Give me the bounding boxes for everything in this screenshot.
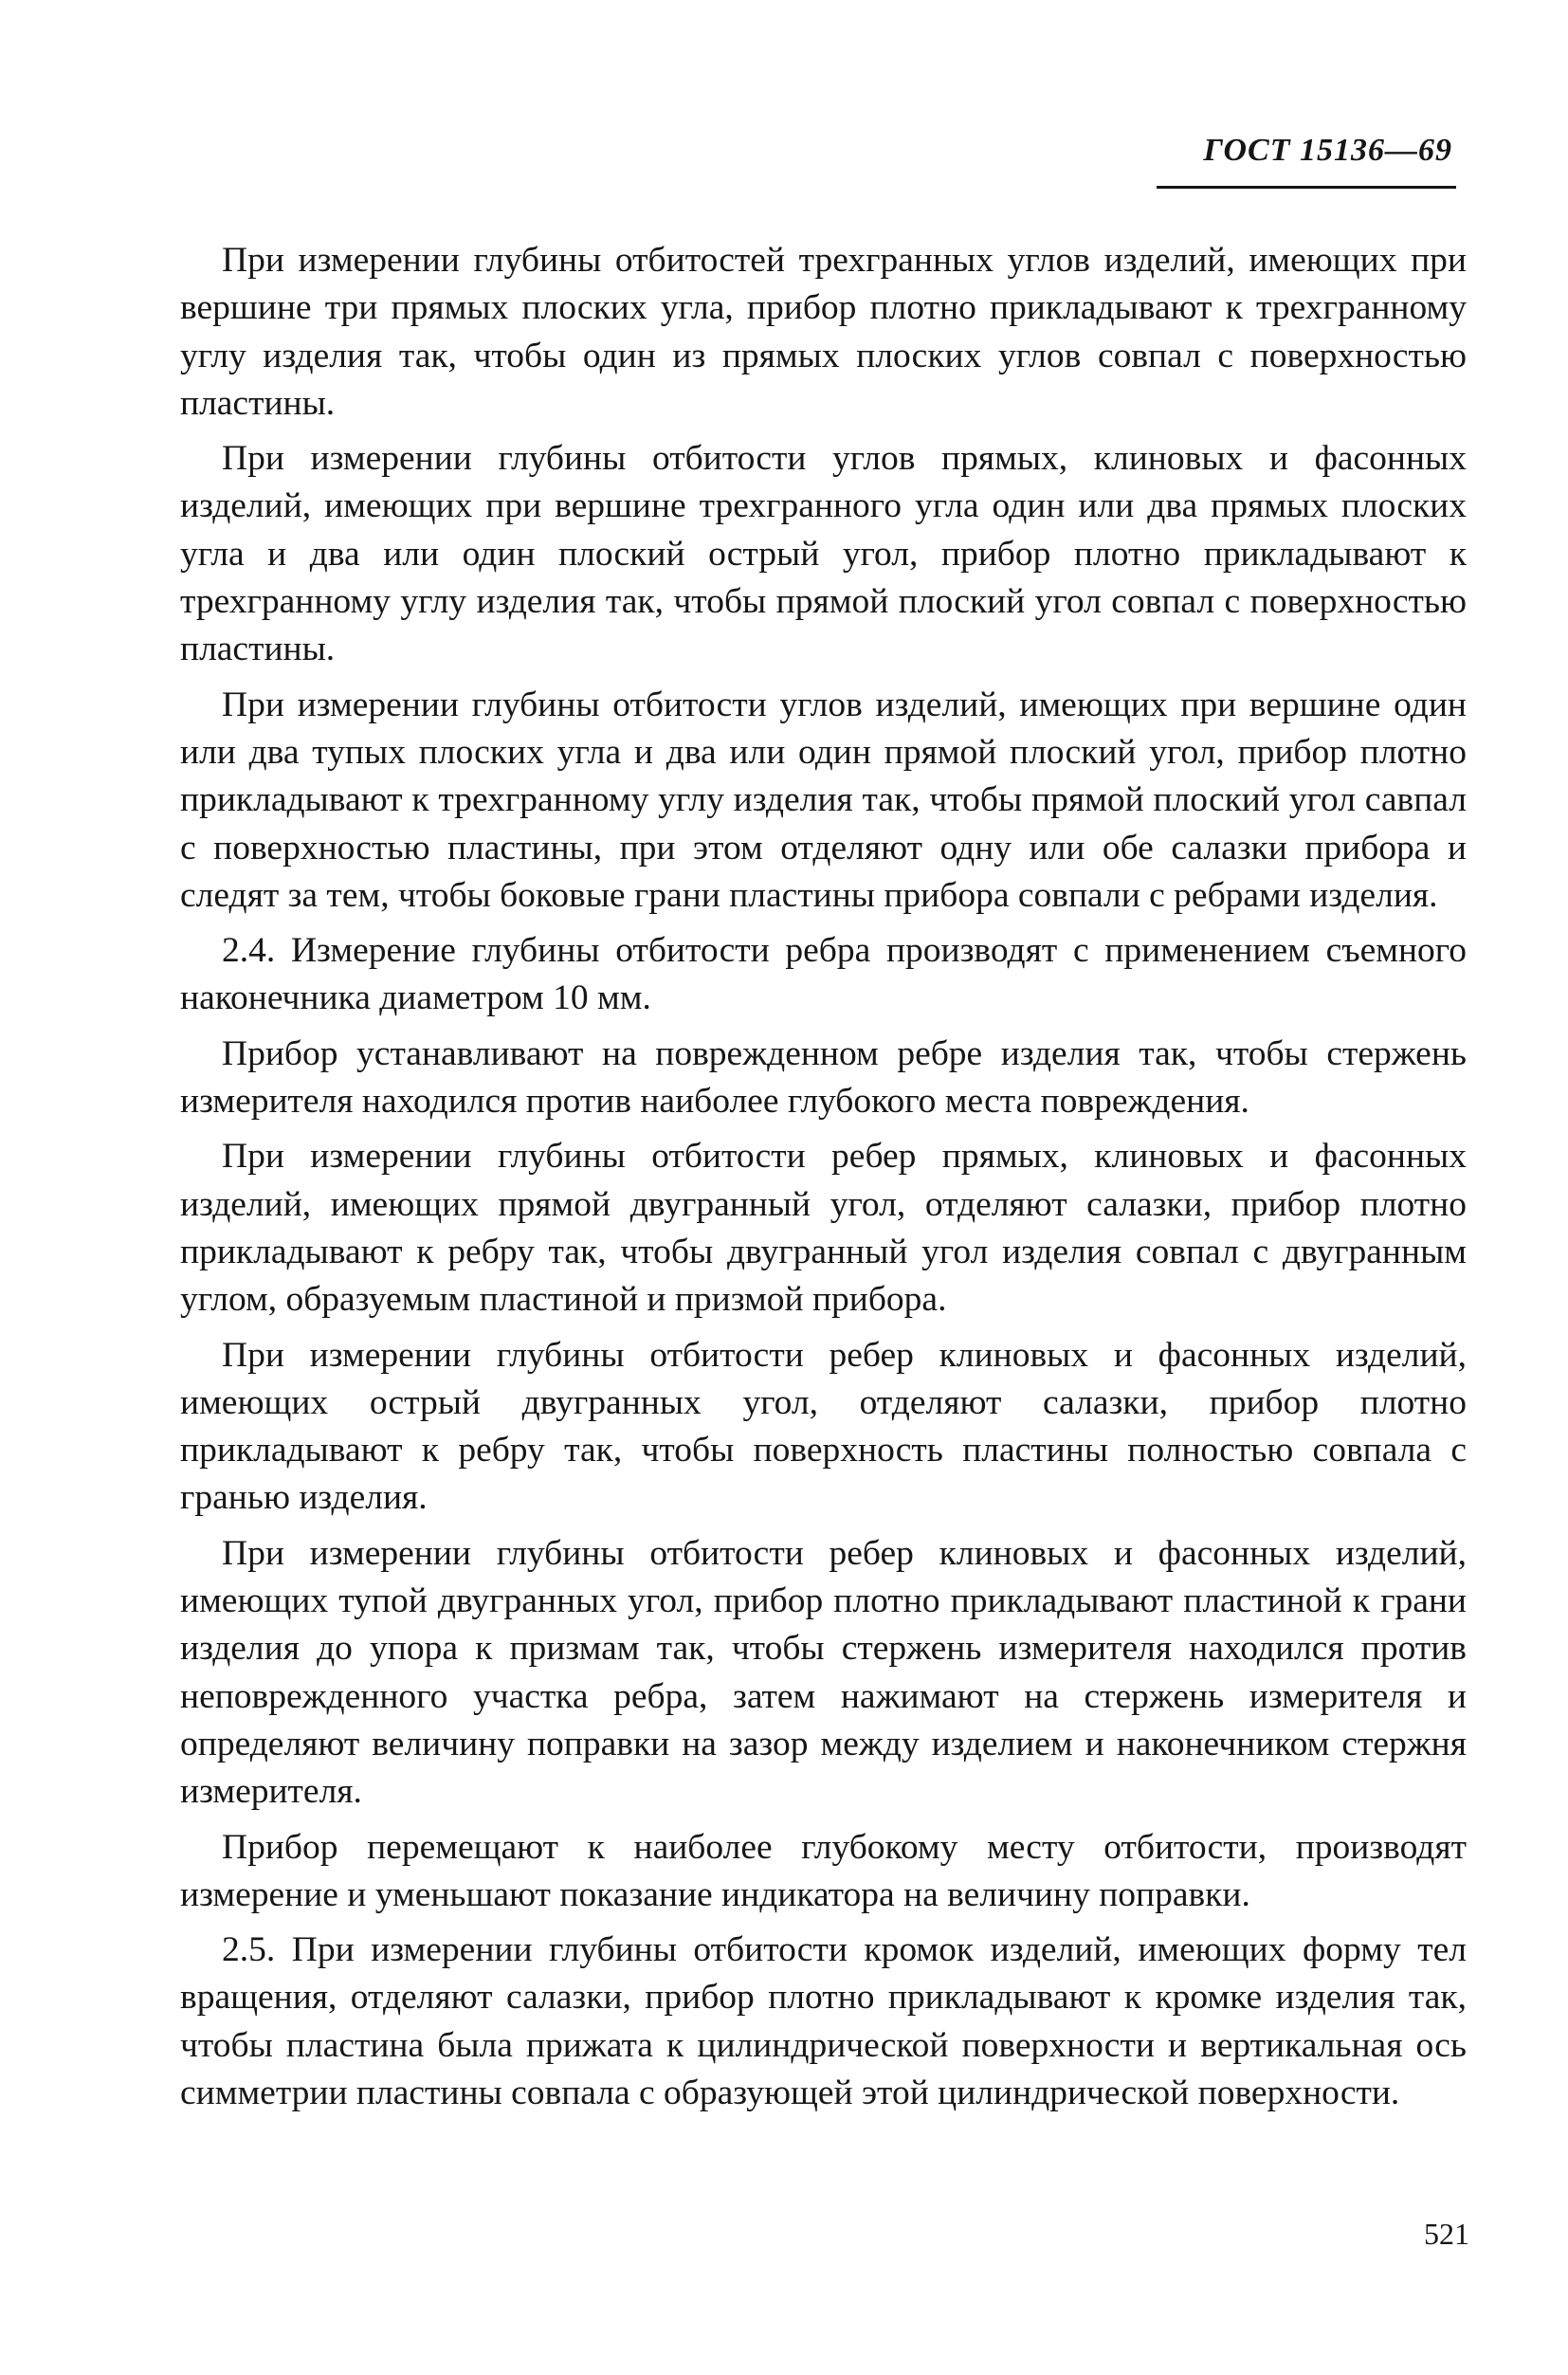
page-header bbox=[1157, 133, 1456, 189]
body-text bbox=[180, 237, 1467, 2125]
paragraph: При измерении глубины отбитости ребер клиновых и фасонных изделий, имеющих тупой двугранных угол, прибор плотно прикладывают пластиной к грани изделия до упора к призмам так, чтобы стержень измерителя находился против неповрежденного участка ребра, затем нажимают на стержень измерителя и определяют величину поправки на зазор между изделием и наконечником стержня измерителя. bbox=[180, 1533, 1467, 1812]
page-number: 521 bbox=[1424, 2217, 1469, 2251]
paragraph: Прибор устанавливают на поврежденном ребре изделия так, чтобы стержень измерителя находился против наиболее глубокого места повреждения. bbox=[180, 1033, 1467, 1122]
paragraph: При измерении глубины отбитости ребер прямых, клиновых и фасонных изделий, имеющих прямой двугранный угол, отделяют салазки, прибор плотно прикладывают к ребру так, чтобы двугранный угол изделия совпал с двугранным углом, образуемым пластиной и призмой прибора. bbox=[180, 1137, 1467, 1320]
paragraph: Прибор перемещают к наиболее глубокому месту отбитости, производят измерение и уменьшают показание индикатора на величину поправки. bbox=[180, 1827, 1467, 1914]
paragraph: При измерении глубины отбитости углов прямых, клиновых и фасонных изделий, имеющих при вершине трехгранного угла один или два прямых плоских угла и два или один плоский острый угол, прибор плотно прикладывают к трехгранному углу изделия так, чтобы прямой плоский угол совпал с поверхностью пластины. bbox=[180, 439, 1467, 669]
paragraph-clause-2-5: 2.5. При измерении глубины отбитости кромок изделий, имеющих форму тел вращения, отделяют салазки, прибор плотно прикладывают к кромке изделия так, чтобы пластина была прижата к цилиндрической поверхности и вертикальная ось симметрии пластины совпала с образующей этой цилиндрической поверхности. bbox=[180, 1930, 1467, 2112]
header-rule bbox=[1157, 186, 1456, 189]
paragraph: При измерении глубины отбитости углов изделий, имеющих при вершине один или два тупых плоских угла и два или один прямой плоский угол, прибор плотно прикладывают к трехгранному углу изделия так, чтобы прямой плоский угол савпал с поверхностью пластины, при этом отделяют одну или обе салазки прибора и следят за тем, чтобы боковые грани пластины прибора совпали с ребрами изделия. bbox=[180, 685, 1467, 915]
paragraph: При измерении глубины отбитостей трехгранных углов изделий, имеющих при вершине три прямых плоских угла, прибор плотно прикладывают к трехгранному углу изделия так, чтобы один из прямых плоских углов совпал с поверхностью пластины. bbox=[180, 241, 1467, 423]
standard-designation: ГОСТ 15136—69 bbox=[1203, 133, 1452, 168]
paragraph-clause-2-4: 2.4. Измерение глубины отбитости ребра производят с применением съемного наконечника диаметром 10 мм. bbox=[180, 931, 1467, 1018]
paragraph: При измерении глубины отбитости ребер клиновых и фасонных изделий, имеющих острый двугранных угол, отделяют салазки, прибор плотно прикладывают к ребру так, чтобы поверхность пластины полностью совпала с гранью изделия. bbox=[180, 1335, 1467, 1518]
